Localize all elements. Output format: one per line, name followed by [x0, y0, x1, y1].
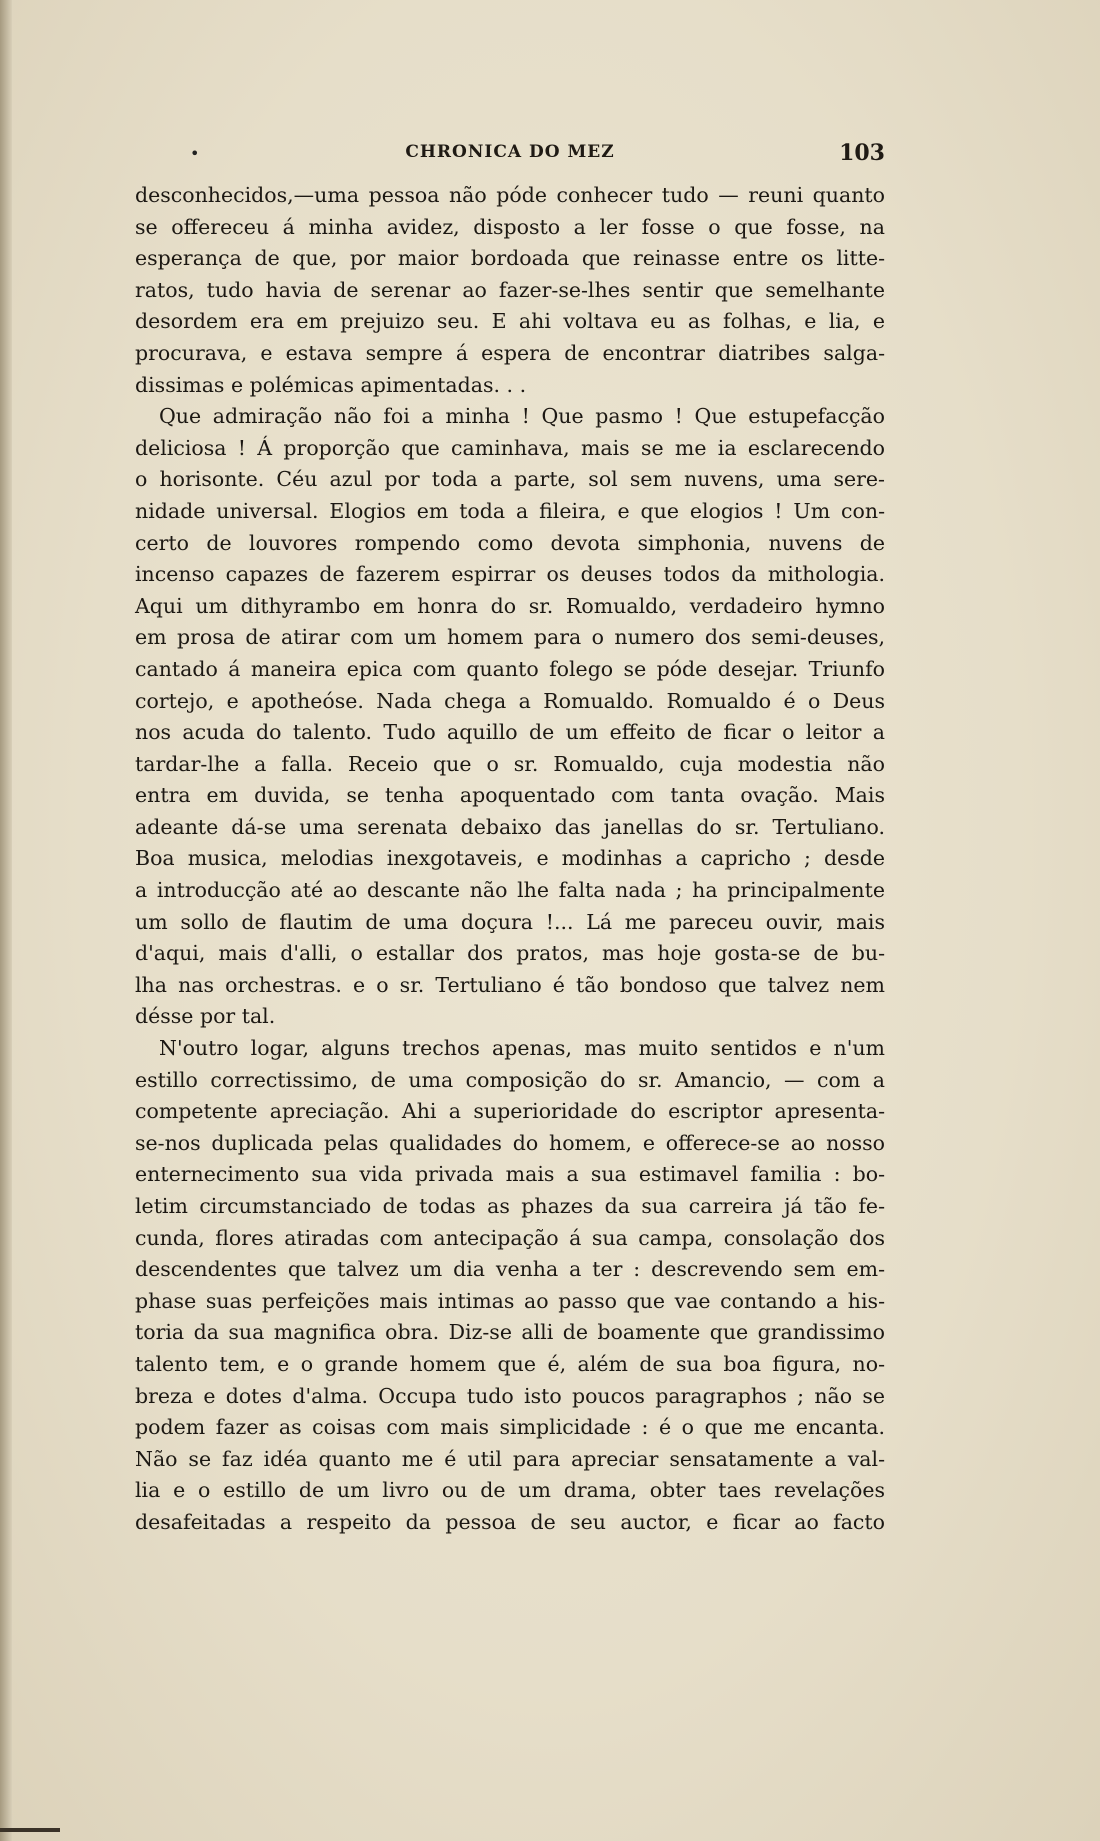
page-edge-shadow [0, 0, 12, 1841]
text-line: cantado á maneira epica com quanto folego se póde desejar. Triunfo [135, 656, 885, 681]
text-line: Não se faz idéa quanto me é util para apreciar sensatamente a val- [135, 1446, 885, 1471]
text-line: Que admiração não foi a minha ! Que pasmo ! Que estupefacção [159, 404, 885, 429]
text-line: d'aqui, mais d'alli, o estallar dos pratos, mas hoje gosta-se de bu- [135, 941, 885, 966]
text-line: cortejo, e apotheóse. Nada chega a Romualdo. Romualdo é o Deus [135, 688, 885, 713]
text-line: lha nas orchestras. e o sr. Tertuliano é tão bondoso que talvez nem [135, 972, 885, 997]
text-line: competente apreciação. Ahi a superioridade do escriptor apresenta- [135, 1099, 885, 1124]
text-line: deliciosa ! Á proporção que caminhava, mais se me ia esclarecendo [135, 435, 885, 460]
text-line: esperança de que, por maior bordoada que reinasse entre os litte- [135, 246, 885, 271]
text-line: phase suas perfeições mais intimas ao passo que vae contando a his- [135, 1288, 885, 1313]
text-line: letim circumstanciado de todas as phazes da sua carreira já tão fe- [135, 1194, 885, 1218]
text-line: desconhecidos,—uma pessoa não póde conhecer tudo — reuni quanto [135, 183, 885, 207]
text-line: um sollo de flautim de uma doçura !... Lá me pareceu ouvir, mais [135, 909, 885, 934]
text-line: cunda, flores atiradas com antecipação á sua campa, consolação dos [135, 1225, 885, 1250]
text-line: adeante dá-se uma serenata debaixo das janellas do sr. Tertuliano. [135, 814, 885, 839]
text-line: podem fazer as coisas com mais simplicidade : é o que me encanta. [135, 1415, 885, 1440]
text-line: se-nos duplicada pelas qualidades do homem, e offerece-se ao nosso [135, 1130, 885, 1155]
text-line: ratos, tudo havia de serenar ao fazer-se-lhes sentir que semelhante [135, 277, 885, 302]
text-line: breza e dotes d'alma. Occupa tudo isto poucos paragraphos ; não se [135, 1383, 885, 1408]
text-line: procurava, e estava sempre á espera de encontrar diatribes salga- [135, 340, 885, 365]
text-line: incenso capazes de fazerem espirrar os deuses todos da mithologia. [135, 562, 885, 587]
text-line: nos acuda do talento. Tudo aquillo de um effeito de ficar o leitor a [135, 720, 885, 745]
page-number: 103 [839, 140, 885, 166]
text-line: N'outro logar, alguns trechos apenas, mas muito sentidos e n'um [159, 1036, 885, 1061]
text-line: désse por tal. [135, 1004, 276, 1029]
running-title: CHRONICA DO MEZ [405, 142, 615, 162]
body-text [135, 180, 885, 1539]
text-line: em prosa de atirar com um homem para o numero dos semi-deuses, [135, 625, 885, 650]
text-line: tardar-lhe a falla. Receio que o sr. Romualdo, cuja modestia não [135, 751, 885, 776]
text-line: talento tem, e o grande homem que é, além de sua boa figura, no- [135, 1351, 885, 1376]
text-line: Boa musica, melodias inexgotaveis, e modinhas a capricho ; desde [135, 846, 885, 871]
text-line: estillo correctissimo, de uma composição do sr. Amancio, — com a [135, 1067, 885, 1092]
text-line: toria da sua magnifica obra. Diz-se alli de boamente que grandissimo [135, 1320, 885, 1345]
text-line: enternecimento sua vida privada mais a sua estimavel familia : bo- [135, 1162, 885, 1187]
text-line: se offereceu á minha avidez, disposto a ler fosse o que fosse, na [135, 214, 885, 239]
text-line: lia e o estillo de um livro ou de um drama, obter taes revelações [135, 1478, 885, 1503]
page-header [135, 140, 885, 170]
text-line: certo de louvores rompendo como devota simphonia, nuvens de [135, 530, 885, 555]
text-line: descendentes que talvez um dia venha a ter : descrevendo sem em- [135, 1257, 885, 1282]
text-line: desafeitadas a respeito da pessoa de seu auctor, e ficar ao facto [135, 1509, 885, 1534]
text-line: entra em duvida, se tenha apoquentado com tanta ovação. Mais [135, 783, 885, 808]
text-line: desordem era em prejuizo seu. E ahi voltava eu as folhas, e lia, e [135, 309, 885, 334]
text-line: dissimas e polémicas apimentadas. . . [135, 372, 527, 397]
header-bullet: • [190, 144, 200, 163]
text-line: o horisonte. Céu azul por toda a parte, sol sem nuvens, uma sere- [135, 467, 885, 492]
text-line: a introducção até ao descante não lhe falta nada ; ha principalmente [135, 878, 885, 903]
scan-mark [0, 1828, 60, 1832]
text-line: Aqui um dithyrambo em honra do sr. Romualdo, verdadeiro hymno [135, 593, 885, 618]
text-line: nidade universal. Elogios em toda a fileira, e que elogios ! Um con- [135, 498, 885, 523]
